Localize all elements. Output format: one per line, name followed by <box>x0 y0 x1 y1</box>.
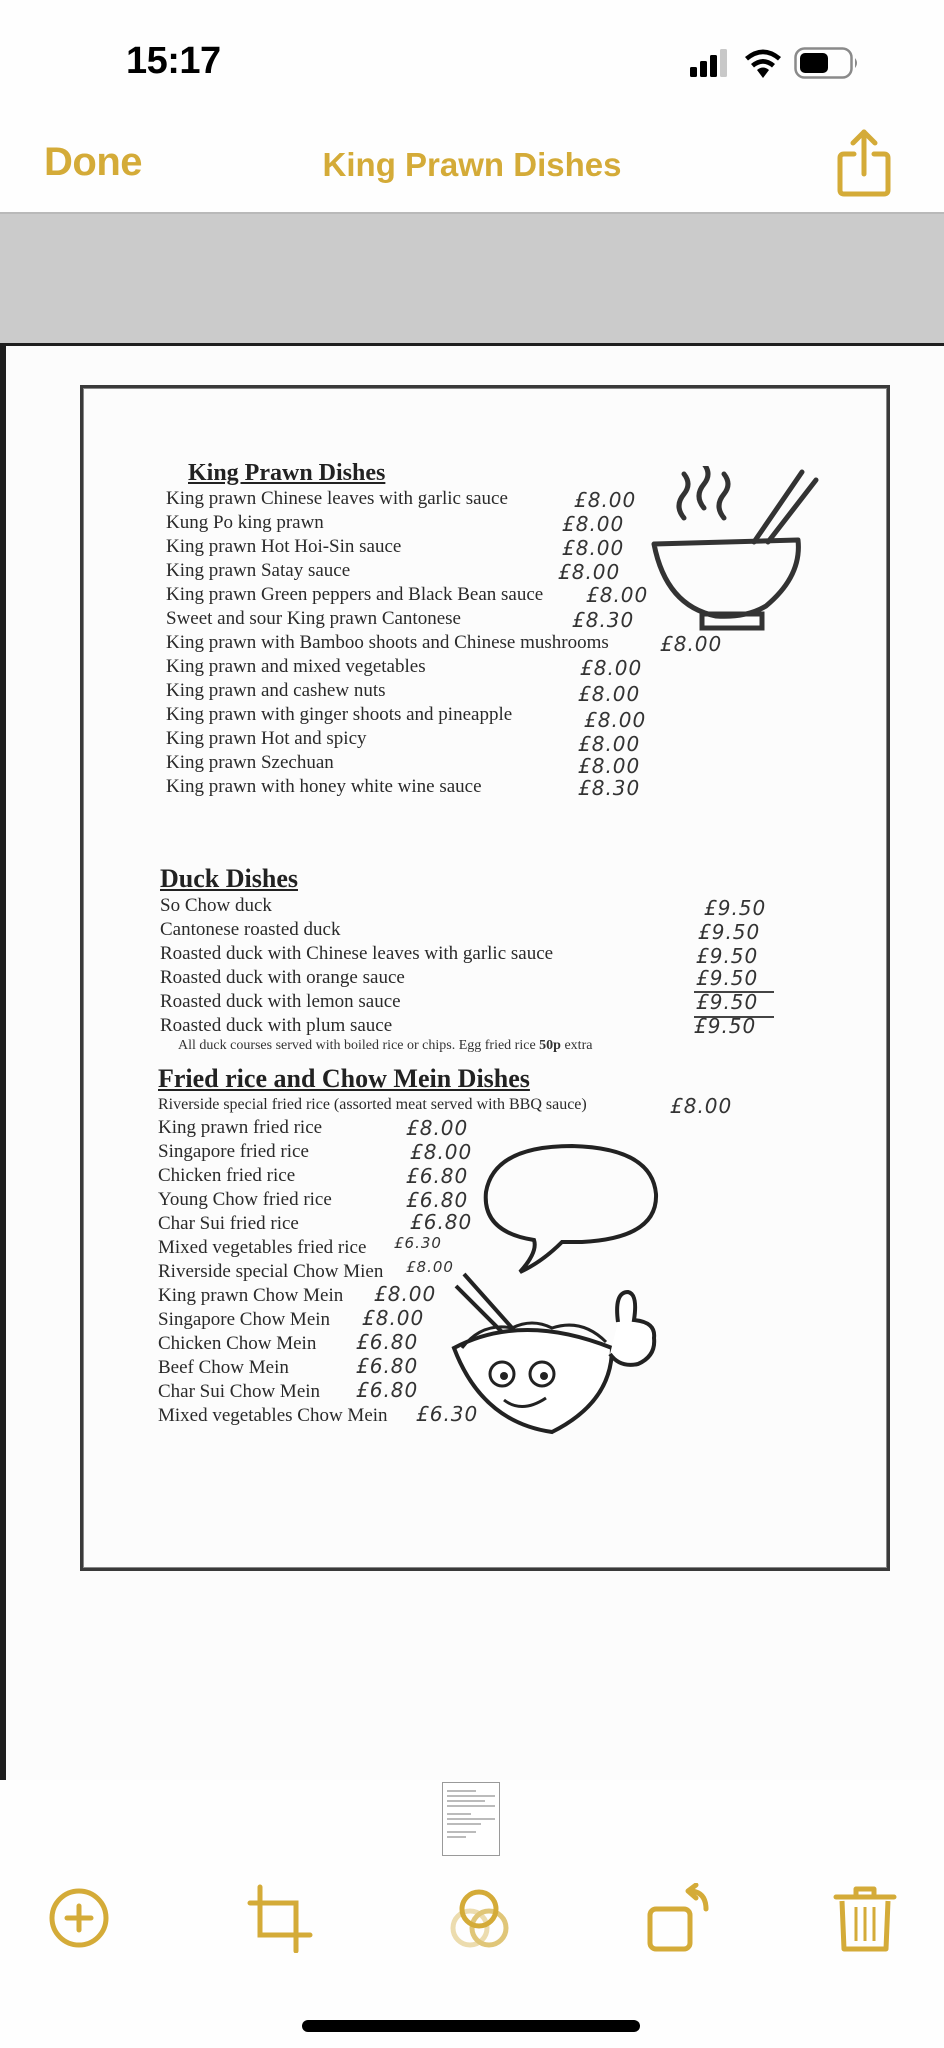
menu-price: £8.00 <box>406 1116 469 1140</box>
menu-price: £8.00 <box>578 754 641 778</box>
cellular-signal-icon <box>690 49 732 77</box>
document-viewer[interactable] <box>0 214 944 1780</box>
bottom-toolbar <box>0 1780 944 2048</box>
menu-item: King prawn with Bamboo shoots and Chinese mushrooms <box>166 632 609 653</box>
menu-price: £9.50 <box>696 944 759 968</box>
menu-item: Roasted duck with orange sauce <box>160 967 405 988</box>
menu-item: Sweet and sour King prawn Cantonese <box>166 608 461 629</box>
menu-price: £6.30 <box>394 1234 442 1252</box>
menu-item: King prawn and mixed vegetables <box>166 656 426 677</box>
menu-price: £6.80 <box>406 1188 469 1212</box>
menu-item: Beef Chow Mein <box>158 1357 289 1378</box>
menu-item: King prawn fried rice <box>158 1117 323 1138</box>
menu-price: £8.00 <box>584 708 647 732</box>
menu-item: Chicken fried rice <box>158 1165 296 1186</box>
rotate-button[interactable] <box>644 1883 714 1953</box>
menu-price: £8.00 <box>406 1258 454 1276</box>
menu-item: King prawn Chinese leaves with garlic sauce <box>166 488 508 509</box>
add-page-button[interactable] <box>44 1883 114 1953</box>
menu-item: Riverside special fried rice (assorted meat served with BBQ sauce) <box>158 1096 587 1113</box>
menu-price: £6.80 <box>356 1378 419 1402</box>
menu-item: So Chow duck <box>160 895 272 916</box>
page-thumbnail[interactable] <box>442 1782 500 1856</box>
wifi-icon <box>744 48 782 78</box>
delete-button[interactable] <box>830 1883 900 1953</box>
menu-price: £9.50 <box>698 920 761 944</box>
menu-item: Young Chow fried rice <box>158 1189 332 1210</box>
menu-item: Mixed vegetables fried rice <box>158 1237 367 1258</box>
section-king-prawn <box>166 460 609 799</box>
menu-item: Char Sui fried rice <box>158 1213 299 1234</box>
menu-price: £8.00 <box>578 732 641 756</box>
steaming-bowl-icon <box>646 466 826 646</box>
menu-price: £8.00 <box>374 1282 437 1306</box>
menu-item: King prawn Green peppers and Black Bean sauce <box>166 584 544 605</box>
menu-item: King prawn Chow Mein <box>158 1285 344 1306</box>
menu-item: Chicken Chow Mein <box>158 1333 317 1354</box>
menu-price: £6.80 <box>410 1210 473 1234</box>
menu-item: King prawn and cashew nuts <box>166 680 386 701</box>
menu-item: Singapore Chow Mein <box>158 1309 331 1330</box>
menu-price: £8.00 <box>410 1140 473 1164</box>
menu-price: £8.00 <box>660 632 723 656</box>
menu-item: King prawn Hot and spicy <box>166 728 367 749</box>
battery-icon <box>794 47 860 79</box>
status-time: 15:17 <box>126 40 221 82</box>
menu-item: Roasted duck with lemon sauce <box>160 991 401 1012</box>
menu-price: £8.00 <box>670 1094 733 1118</box>
menu-item: King prawn Hot Hoi-Sin sauce <box>166 536 402 557</box>
noodle-mascot-illustration <box>442 1142 742 1442</box>
menu-price: £8.30 <box>578 776 641 800</box>
status-bar <box>0 0 944 110</box>
menu-price: £9.50 <box>704 896 767 920</box>
section-title: King Prawn Dishes <box>188 460 386 486</box>
nav-bar <box>0 110 944 214</box>
duck-note: All duck courses served with boiled rice or chips. Egg fried rice 50p extra <box>178 1038 593 1053</box>
menu-item: Kung Po king prawn <box>166 512 324 533</box>
share-icon[interactable] <box>834 128 894 198</box>
menu-price: £6.30 <box>416 1402 479 1426</box>
scanned-page <box>6 346 944 1912</box>
menu-item: King prawn with ginger shoots and pineapple <box>166 704 513 725</box>
menu-price: £8.00 <box>562 512 625 536</box>
crop-button[interactable] <box>244 1883 314 1953</box>
home-indicator[interactable] <box>302 2020 640 2032</box>
menu-item: Mixed vegetables Chow Mein <box>158 1405 388 1426</box>
section-duck <box>160 864 592 1054</box>
menu-price: £8.00 <box>558 560 621 584</box>
menu-price: £6.80 <box>356 1354 419 1378</box>
menu-price: £8.00 <box>578 682 641 706</box>
menu-item: Cantonese roasted duck <box>160 919 341 940</box>
menu-price: £9.50 <box>696 966 759 990</box>
menu-item: Roasted duck with Chinese leaves with garlic sauce <box>160 943 554 964</box>
menu-price: £8.00 <box>574 488 637 512</box>
menu-item: King prawn Satay sauce <box>166 560 351 581</box>
menu-price: £6.80 <box>406 1164 469 1188</box>
status-icons <box>690 47 860 79</box>
menu-item: Roasted duck with plum sauce <box>160 1015 393 1036</box>
menu-price: £8.00 <box>580 656 643 680</box>
menu-item: King prawn Szechuan <box>166 752 334 773</box>
filters-button[interactable] <box>446 1883 516 1953</box>
menu-item: Char Sui Chow Mein <box>158 1381 321 1402</box>
menu-price: £8.00 <box>562 536 625 560</box>
section-title: Duck Dishes <box>160 864 298 893</box>
menu-price: £9.50 <box>694 1014 757 1038</box>
menu-item: Singapore fried rice <box>158 1141 309 1162</box>
menu-price: £8.00 <box>586 583 649 607</box>
done-button[interactable]: Done <box>44 140 142 184</box>
menu-price: £8.00 <box>362 1306 425 1330</box>
section-title: Fried rice and Chow Mein Dishes <box>158 1064 530 1093</box>
menu-price: £9.50 <box>696 990 759 1014</box>
menu-price: £8.30 <box>572 608 635 632</box>
menu-item: King prawn with honey white wine sauce <box>166 776 482 797</box>
menu-item: Riverside special Chow Mien <box>158 1261 384 1282</box>
document-title: King Prawn Dishes <box>322 146 622 183</box>
menu-price: £6.80 <box>356 1330 419 1354</box>
